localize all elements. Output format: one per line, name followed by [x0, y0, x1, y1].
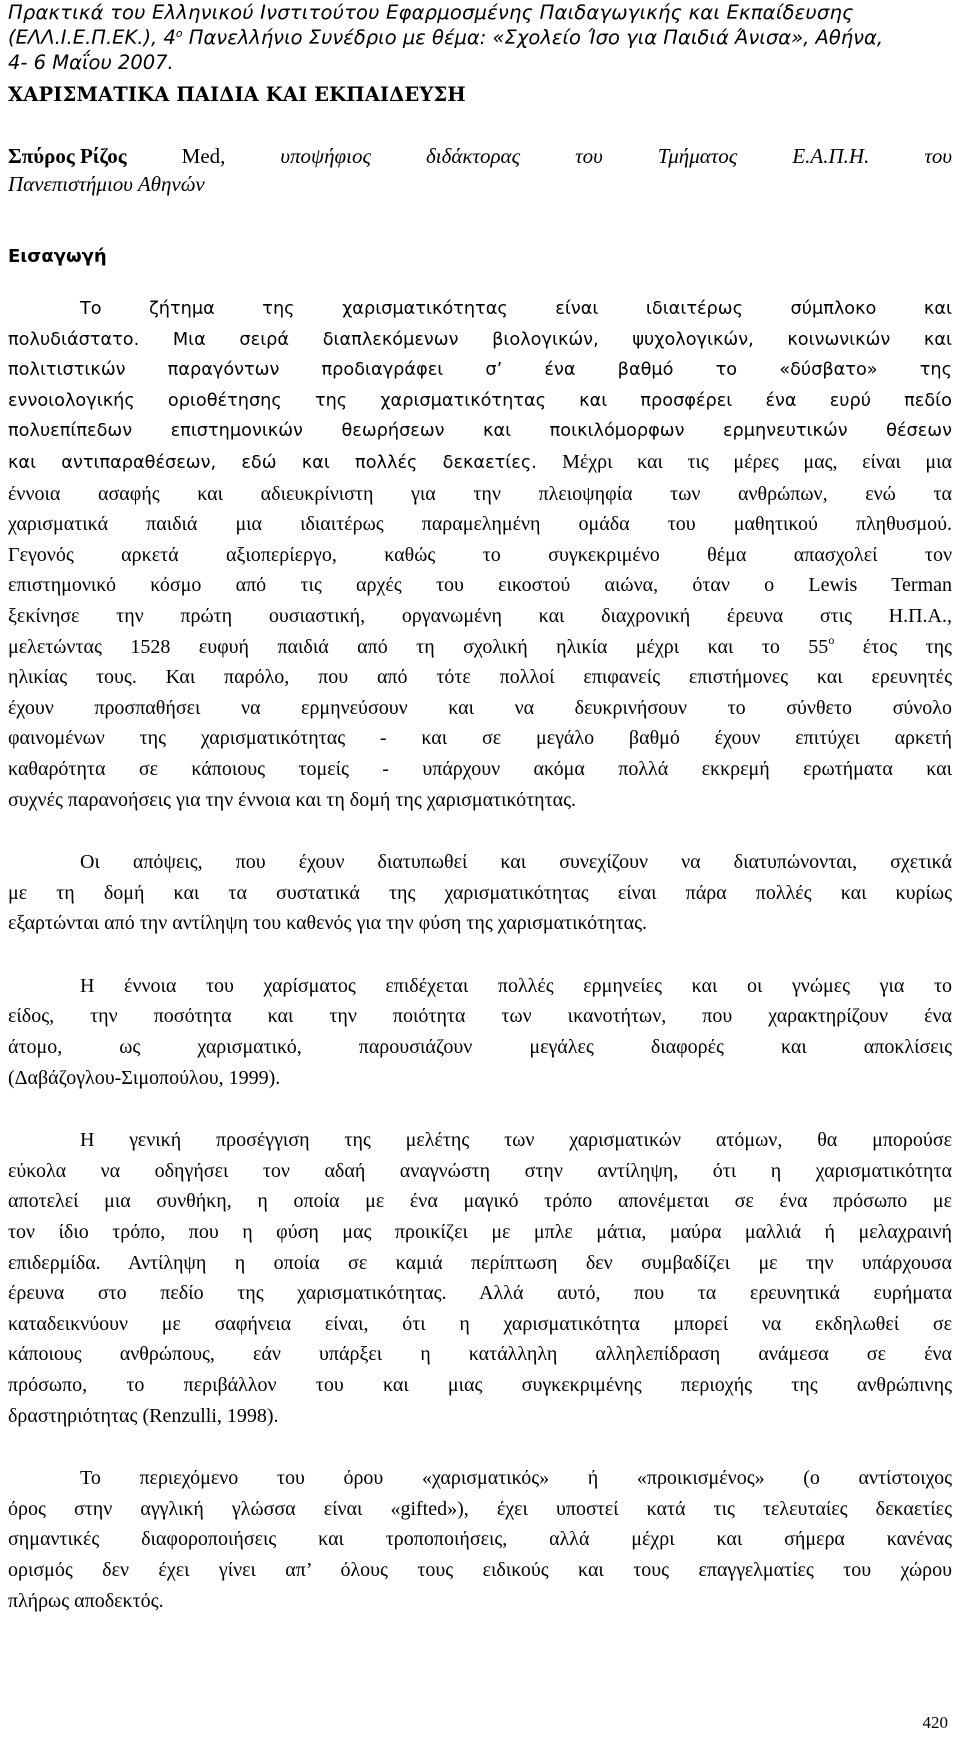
paragraph-gap	[8, 815, 952, 847]
text-line: εξαρτώνται από την αντίληψη του καθενός για την φύση της χαρισματικότητας.	[8, 912, 648, 935]
paragraph-gap	[8, 1093, 952, 1125]
author-degree: Med,	[181, 144, 226, 168]
text-line: συχνές παρανοήσεις για την έννοια και τη δομή της χαρισματικότητας.	[8, 788, 577, 811]
paragraph-1	[8, 294, 952, 815]
text-line: Το περιεχόμενο του όρου «χαρισματικός» ή «προικισμένος» (ο αντίστοιχος	[80, 1467, 952, 1490]
author-affiliation: Πανεπιστήμιου Αθηνών	[8, 172, 205, 196]
text-fragment: έρευνα στο πεδίο της χαρισματικότητας.	[8, 1282, 447, 1305]
text-line: Το ζήτημα της χαρισματικότητας είναι ιδιαιτέρως σύμπλοκο και	[80, 299, 952, 319]
paragraph-4	[8, 1125, 952, 1431]
text-line: αποτελεί μια συνθήκη, η οποία με ένα μαγικό τρόπο απονέμεται σε ένα πρόσωπο με	[8, 1190, 952, 1213]
text-line: Γεγονός αρκετά αξιοπερίεργο, καθώς το συγκεκριμένο θέμα απασχολεί τον	[8, 543, 952, 566]
text-line	[8, 1248, 952, 1279]
text-fragment: Αντίληψη η οποία σε καμιά περίπτωση δεν συμβαδίζει με την υπάρχουσα	[128, 1251, 952, 1274]
section-title: Εισαγωγή	[8, 246, 107, 267]
header-line-1: Πρακτικά του Ελληνικού Ινστιτούτου Εφαρμοσμένης Παιδαγωγικής και Εκπαίδευσης	[8, 1, 854, 24]
author-word: Τμήματος	[657, 144, 738, 168]
text-line: καταδεικνύουν με σαφήνεια είναι, ότι η χαρισματικότητα μπορεί να εκδηλωθεί σε	[8, 1312, 952, 1335]
text-fragment: ηλικίας τους.	[8, 666, 137, 689]
ordinal-sup: ο	[828, 632, 835, 647]
text-line: πολυδιάστατο. Μια σειρά διαπλεκόμενων βιολογικών, ψυχολογικών, κοινωνικών και	[8, 329, 952, 350]
text-line: πολιτιστικών παραγόντων προδιαγράφει σ’ ένα βαθμό το «δύσβατο» της	[8, 360, 952, 381]
text-fragment: Αλλά αυτό, που τα ερευνητικά ευρήματα	[479, 1282, 953, 1305]
text-line: κάποιους ανθρώπους, εάν υπάρξει η κατάλληλη αλληλεπίδραση ανάμεσα σε ένα	[8, 1343, 952, 1366]
text-line: καθαρότητα σε κάποιους τομείς - υπάρχουν ακόμα πολλά εκκρεμή ερωτήματα και	[8, 757, 952, 780]
text-fragment: Και παρόλο, που από τότε πολλοί επιφανείς επιστήμονες και ερευνητές	[165, 666, 953, 689]
header-line-2	[8, 25, 952, 50]
text-line: όρος στην αγγλική γλώσσα είναι «gifted»), έχει υποστεί κατά τις τελευταίες δεκαετίες	[8, 1497, 952, 1520]
text-line: σημαντικές διαφοροποιήσεις και τροποποιήσεις, αλλά μέχρι και σήμερα κανένας	[8, 1528, 952, 1551]
header-line-3: 4- 6 Μαΐου 2007.	[8, 51, 174, 74]
text-fragment: μελετώντας 1528 ευφυή παιδιά από τη σχολική ηλικία μέχρι και το 55	[8, 635, 829, 658]
paragraph-3	[8, 971, 952, 1093]
text-line: τον ίδιο τρόπο, που η φύση μας προικίζει με μπλε μάτια, μαύρα μαλλιά ή μελαχραινή	[8, 1221, 952, 1244]
text-line: με τη δομή και τα συστατικά της χαρισματικότητας είναι πάρα πολλές και κυρίως	[8, 881, 952, 904]
text-fragment: έτος της	[834, 635, 952, 658]
header-ordinal-sup: ο	[175, 27, 183, 40]
header-line-2-pre: (ΕΛΛ.Ι.Ε.Π.ΕΚ.), 4	[8, 26, 176, 49]
body-text	[8, 294, 952, 1616]
text-line	[8, 1278, 952, 1309]
header-line-2-post: Πανελλήνιο Συνέδριο με θέμα: «Σχολείο Ίσο για Παιδιά Άνισα», Αθήνα,	[182, 26, 884, 49]
paper-title: ΧΑΡΙΣΜΑΤΙΚΑ ΠΑΙΔΙΑ ΚΑΙ ΕΚΠΑΙΔΕΥΣΗ	[8, 83, 466, 106]
paragraph-2	[8, 847, 952, 939]
text-fragment: Μέχρι και τις μέρες μας, είναι μια	[562, 450, 952, 473]
text-line: Η γενική προσέγγιση της μελέτης των χαρισματικών ατόμων, θα μπορούσε	[80, 1129, 952, 1152]
author-word: του	[575, 144, 603, 168]
author-line-1	[8, 142, 952, 170]
text-line: επιστημονικό κόσμο από τις αρχές του εικοστού αιώνα, όταν ο Lewis Terman	[8, 574, 952, 597]
text-line: Οι απόψεις, που έχουν διατυπωθεί και συνεχίζουν να διατυπώνονται, σχετικά	[80, 851, 952, 874]
text-line: φαινομένων της χαρισματικότητας - και σε μεγάλο βαθμό έχουν επιτύχει αρκετή	[8, 727, 952, 750]
author-name: Σπύρος Ρίζος	[8, 144, 127, 168]
text-line	[8, 632, 952, 663]
text-line	[8, 662, 952, 693]
text-line: πολυεπίπεδων επιστημονικών θεωρήσεων και ποικιλόμορφων ερμηνευτικών θέσεων	[8, 421, 952, 442]
paragraph-gap	[8, 939, 952, 971]
author-word: διδάκτορας	[425, 144, 521, 168]
text-fragment: και αντιπαραθέσεων, εδώ και πολλές δεκαετίες.	[8, 452, 537, 473]
text-line: έννοια ασαφής και αδιευκρίνιστη για την πλειοψηφία των ανθρώπων, ενώ τα	[8, 482, 952, 505]
text-line: έχουν προσπαθήσει να ερμηνεύσουν και να δευκρινήσουν το σύνθετο σύνολο	[8, 696, 952, 719]
paragraph-5	[8, 1463, 952, 1616]
text-line: Η έννοια του χαρίσματος επιδέχεται πολλές ερμηνείες και οι γνώμες για το	[80, 974, 952, 997]
text-line: εννοιολογικής οριοθέτησης της χαρισματικότητας και προσφέρει ένα ευρύ πεδίο	[8, 390, 952, 411]
text-line: άτομο, ως χαρισματικό, παρουσιάζουν μεγάλες διαφορές και αποκλίσεις	[8, 1036, 952, 1059]
text-line: (Δαβάζογλου-Σιμοπούλου, 1999).	[8, 1066, 281, 1089]
text-line: ορισμός δεν έχει γίνει απ’ όλους τους ειδικούς και τους επαγγελματίες του χώρου	[8, 1558, 952, 1581]
proceedings-header	[8, 0, 952, 75]
paragraph-gap	[8, 1431, 952, 1463]
author-word: υποψήφιος	[280, 144, 371, 168]
text-line	[8, 447, 952, 479]
text-line: δραστηριότητας (Renzulli, 1998).	[8, 1404, 279, 1427]
text-line: εύκολα να οδηγήσει τον αδαή αναγνώστη στην αντίληψη, ότι η χαρισματικότητα	[8, 1159, 952, 1182]
text-line: πλήρως αποδεκτός.	[8, 1589, 164, 1612]
text-line: ξεκίνησε την πρώτη ουσιαστική, οργανωμένη και διαχρονική έρευνα στις Η.Π.Α.,	[8, 604, 952, 627]
author-word: Ε.Α.Π.Η.	[792, 144, 870, 168]
text-fragment: επιδερμίδα.	[8, 1251, 101, 1274]
author-block	[8, 142, 952, 198]
text-line: πρόσωπο, το περιβάλλον του και μιας συγκεκριμένης περιοχής της ανθρώπινης	[8, 1374, 952, 1396]
author-word: του	[924, 144, 952, 168]
text-line: είδος, την ποσότητα και την ποιότητα των ικανοτήτων, που χαρακτηρίζουν ένα	[8, 1005, 952, 1028]
page-number: 420	[922, 1713, 948, 1732]
text-line: χαρισματικά παιδιά μια ιδιαιτέρως παραμελημένη ομάδα του μαθητικού πληθυσμού.	[8, 513, 952, 536]
